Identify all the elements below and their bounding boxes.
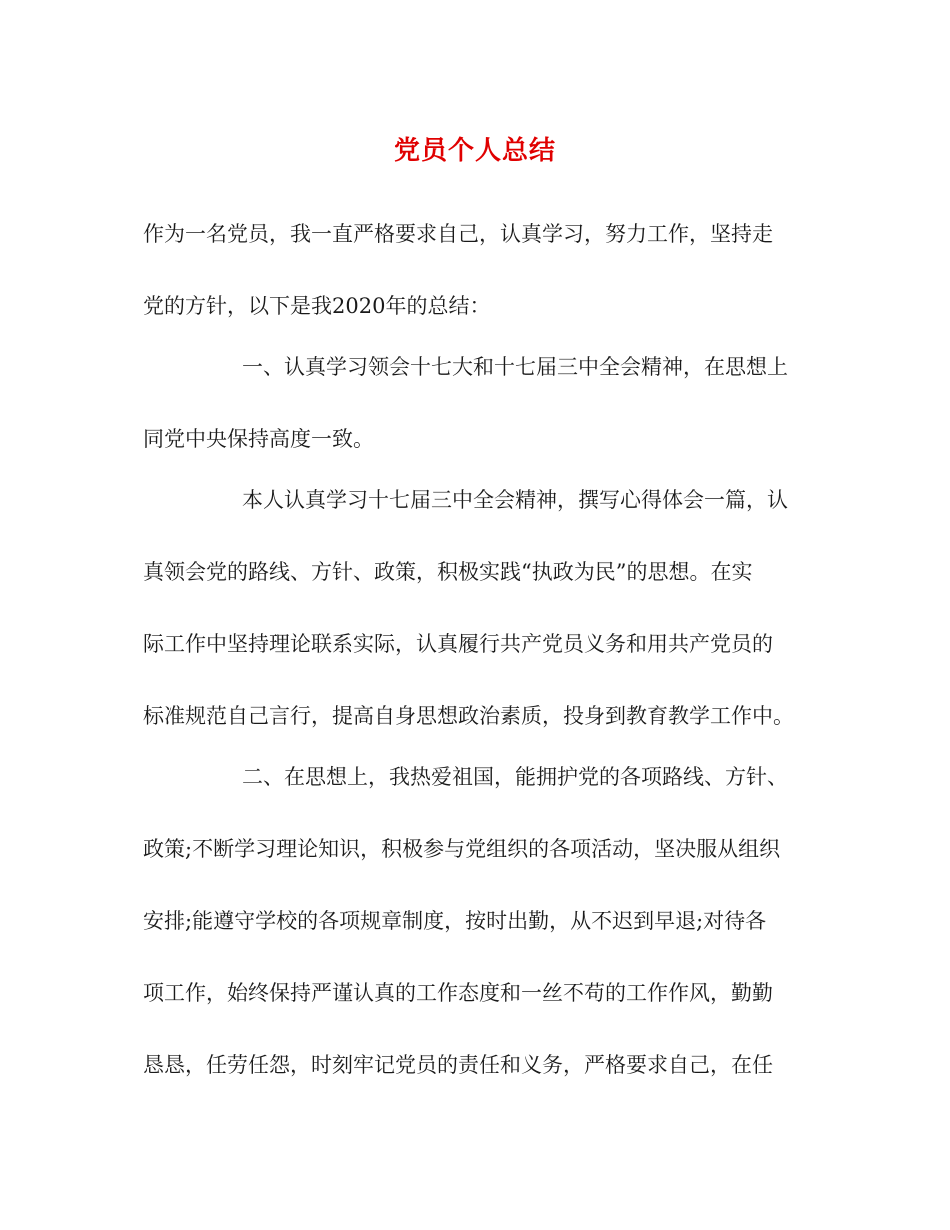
- text-line: 一、认真学习领会十七大和十七届三中全会精神，在思想上: [242, 355, 788, 379]
- document-title: 党员个人总结: [393, 136, 556, 166]
- text-line: 本人认真学习十七届三中全会精神，撰写心得体会一篇，认: [242, 488, 788, 512]
- text-line: 作为一名党员，我一直严格要求自己，认真学习，努力工作，坚持走: [143, 222, 773, 246]
- text-line: 项工作，始终保持严谨认真的工作态度和一丝不苟的工作作风，勤勤: [143, 981, 773, 1005]
- text-line: 二、在思想上，我热爱祖国，能拥护党的各项路线、方针、: [242, 765, 788, 789]
- text-line: 真领会党的路线、方针、政策，积极实践“执政为民”的思想。在实: [143, 560, 753, 584]
- text-line: 恳恳，任劳任怨，时刻牢记党员的责任和义务，严格要求自己，在任: [143, 1053, 773, 1077]
- text-line: 安排;能遵守学校的各项规章制度，按时出勤，从不迟到早退;对待各: [143, 909, 767, 933]
- text-line: 同党中央保持高度一致。: [143, 427, 374, 451]
- text-line: 党的方针，以下是我2020年的总结：: [143, 294, 491, 318]
- text-line: 政策;不断学习理论知识，积极参与党组织的各项活动，坚决服从组织: [143, 837, 781, 861]
- text-line: 际工作中坚持理论联系实际，认真履行共产党员义务和用共产党员的: [143, 632, 773, 656]
- text-line: 标准规范自己言行，提高自身思想政治素质，投身到教育教学工作中。: [143, 704, 794, 728]
